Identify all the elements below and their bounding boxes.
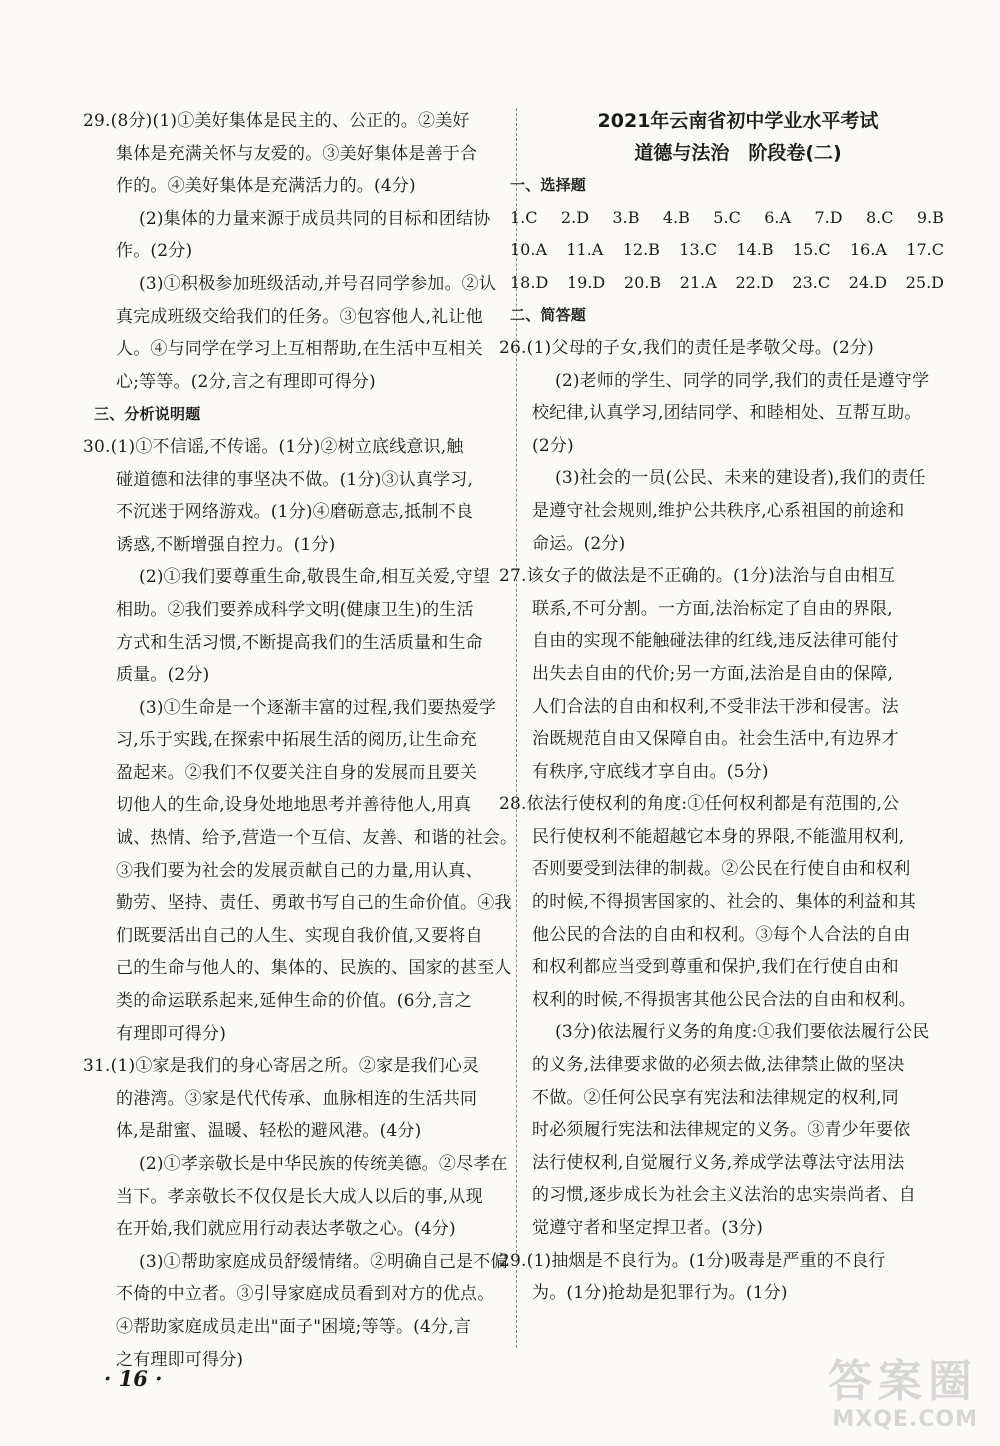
watermark [828,1357,978,1432]
answer-line: (3分)依法履行义务的角度:①我们要依法履行公民 [555,1022,930,1043]
answer-line: (2)①孝亲敬长是中华民族的传统美德。②尽孝在 [139,1154,508,1174]
choice-answer: 17.C [906,240,944,260]
answer-line: 诚、热情、给予,营造一个互信、友善、和谐的社会。 [116,828,518,849]
answer-line: 心;等等。(2分,言之有理即可得分) [116,371,376,392]
short-answer-body [499,332,944,1310]
choice-answer: 8.C [865,207,894,227]
choice-answer: 20.B [623,272,662,292]
answer-line: 民行使权利不能超越它本身的界限,不能滥用权利, [532,826,905,847]
answer-line: 权利的时候,不得损害其他公民合法的自由和权利。 [532,989,917,1010]
choice-row [510,267,944,300]
answer-line: 他公民的合法的自由和权利。③每个人合法的自由 [532,924,911,945]
answer-line: 不做。②任何公民享有宪法和法律规定的权利,同 [532,1087,899,1108]
answer-line: 诱惑,不断增强自控力。(1分) [116,534,336,555]
answer-line: 们既要活出自己的人生、实现自我价值,又要将自 [116,925,483,946]
choice-answer: 14.B [736,240,774,260]
choice-answers [510,202,944,300]
answer-line: (2)①我们要尊重生命,敬畏生命,相互关爱,守望 [139,567,491,588]
exam-title: 2021年云南省初中学业水平考试 [597,110,879,132]
section-heading-choice: 一、选择题 [510,176,587,194]
answer-line: 否则要受到法律的制裁。②公民在行使自由和权利 [532,859,911,880]
answer-line: 作的。④美好集体是充满活力的。(4分) [116,176,416,197]
exam-subtitle: 道德与法治 阶段卷(二) [634,142,842,164]
answer-line: 人们合法的自由和权利,不受非法干涉和侵害。法 [532,696,899,717]
answer-line: 有理即可得分) [116,1023,227,1044]
answer-line: 的时候,不得损害国家的、社会的、集体的利益和其 [532,892,917,913]
answer-line: 在开始,我们就应用行动表达孝敬之心。(4分) [116,1219,456,1240]
choice-answer: 4.B [662,207,690,227]
choice-answer: 10.A [510,240,547,260]
answer-line: 的港湾。③家是代代传承、血脉相连的生活共同 [116,1088,478,1109]
answer-line: 集体是充满关怀与友爱的。③美好集体是善于合 [116,143,478,164]
answer-line: 有秩序,守底线才享自由。(5分) [532,761,769,782]
answer-line: 30.(1)①不信谣,不传谣。(1分)②树立底线意识,触 [83,436,464,457]
choice-answer: 3.B [612,207,640,227]
page-number: · 16 · [104,1366,163,1391]
choice-answer: 22.D [735,272,774,292]
answer-line: 27.该女子的做法是不正确的。(1分)法治与自由相互 [499,566,896,587]
answer-line: 当下。孝亲敬长不仅仅是长大成人以后的事,从现 [116,1186,483,1207]
answer-line: 26.(1)父母的子女,我们的责任是孝敬父母。(2分) [499,337,874,358]
section-heading-short-answer: 二、简答题 [510,306,587,325]
answer-line: 习,乐于实践,在探索中拓展生活的阅历,让生命充 [116,730,477,751]
answer-line: 命运。(2分) [532,533,626,554]
answer-line: 29.(1)抽烟是不良行为。(1分)吸毒是严重的不良行 [499,1250,886,1271]
answer-line: 29.(8分)(1)①美好集体是民主的、公正的。②美好 [83,111,470,131]
choice-answer: 21.A [679,272,717,292]
answer-line: 盈起来。②我们不仅要关注自身的发展而且要关 [116,762,478,783]
answer-line: (3)①帮助家庭成员舒缓情绪。②明确自己是不偏 [139,1251,508,1272]
choice-answer: 15.C [792,240,831,260]
answer-line: 时必须履行宪法和法律规定的义务。③青少年要依 [532,1120,911,1141]
choice-answer: 25.D [905,272,944,292]
answer-line: 不倚的中立者。③引导家庭成员看到对方的优点。 [116,1284,495,1305]
answer-line: 和权利都应当受到尊重和保护,我们在行使自由和 [532,957,899,978]
choice-answer: 13.C [679,240,717,260]
answer-line: 人。④与同学在学习上互相帮助,在生活中互相关 [116,339,483,360]
answer-line: 切他人的生命,设身处地地思考并善待他人,用真 [116,795,472,816]
choice-answer: 1.C [510,207,538,227]
answer-line: (3)社会的一员(公民、未来的建设者),我们的责任 [555,468,926,489]
section-heading: 三、分析说明题 [94,405,201,424]
choice-answer: 23.C [792,272,831,292]
answer-line: 碰道德和法律的事坚决不做。(1分)③认真学习, [116,469,474,490]
answer-line: ③我们要为社会的发展贡献自己的力量,用认真、 [116,860,483,881]
choice-answer: 16.A [849,240,887,260]
answer-line: 相助。②我们要养成科学文明(健康卫生)的生活 [116,599,474,620]
answer-line: 方式和生活习惯,不断提高我们的生活质量和生命 [116,632,483,653]
left-column [83,105,518,1376]
answer-line: (3)①生命是一个逐渐丰富的过程,我们要热爱学 [139,697,497,718]
choice-answer: 9.B [916,207,944,227]
choice-answer: 18.D [510,272,549,292]
answer-line: (2分) [532,435,574,456]
right-column [499,105,944,1310]
answer-line: 28.依法行使权利的角度:①任何权利都是有范围的,公 [499,794,900,815]
choice-answer: 11.A [566,240,604,260]
answer-line: 法行使权利,自觉履行义务,养成学法尊法守法用法 [532,1152,905,1173]
answer-line: 31.(1)①家是我们的身心寄居之所。②家是我们心灵 [83,1056,480,1077]
answer-line: 是遵守社会规则,维护公共秩序,心系祖国的前途和 [532,500,905,521]
choice-row [510,234,944,267]
answer-line: 己的生命与他人的、集体的、民族的、国家的甚至人 [116,958,512,979]
answer-line: 勤劳、坚持、责任、勇敢书写自己的生命价值。④我 [116,893,512,914]
answer-line: 校纪律,认真学习,团结同学、和睦相处、互帮互助。 [532,403,922,424]
answer-line: 自由的实现不能触碰法律的红线,违反法律可能付 [532,631,899,652]
answer-line: 为。(1分)抢劫是犯罪行为。(1分) [532,1283,788,1304]
answer-line: 体,是甜蜜、温暖、轻松的避风港。(4分) [116,1121,422,1142]
answer-line: 作。(2分) [116,241,193,262]
watermark-logo: 答案圈 [828,1356,978,1407]
answer-line: 治既规范自由又保障自由。社会生活中,有边界才 [532,729,899,750]
choice-row [510,202,944,235]
answer-line: 出失去自由的代价;另一方面,法治是自由的保障, [532,663,894,684]
choice-answer: 2.D [560,207,590,227]
choice-answer: 7.D [814,207,843,227]
answer-line: (2)集体的力量来源于成员共同的目标和团结协 [139,208,491,229]
answer-line: ④帮助家庭成员走出"面子"困境;等等。(4分,言 [116,1316,472,1337]
answer-line: 不沉迷于网络游戏。(1分)④磨砺意志,抵制不良 [116,502,474,523]
answer-line: 的义务,法律要求做的必须去做,法律禁止做的坚决 [532,1055,905,1076]
choice-answer: 12.B [622,240,660,260]
answer-line: 的习惯,逐步成长为社会主义法治的忠实崇尚者、自 [532,1185,917,1206]
answer-line: (2)老师的学生、同学的同学,我们的责任是遵守学 [555,370,930,391]
answer-line: 之有理即可得分) [116,1349,244,1370]
choice-answer: 6.A [764,207,792,227]
choice-answer: 19.D [566,272,606,292]
answer-line: (3)①积极参加班级活动,并号召同学参加。②认 [139,273,497,294]
choice-answer: 5.C [713,207,741,227]
answer-line: 联系,不可分割。一方面,法治标定了自由的界限, [532,598,893,619]
watermark-url: MXQE.COM [832,1407,978,1432]
answer-line: 类的命运联系起来,延伸生命的价值。(6分,言之 [116,991,472,1012]
choice-answer: 24.D [848,272,888,292]
answer-line: 真完成班级交给我们的任务。③包容他人,礼让他 [116,306,483,327]
answer-line: 觉遵守者和坚定捍卫者。(3分) [532,1218,764,1238]
answer-line: 质量。(2分) [116,665,210,686]
